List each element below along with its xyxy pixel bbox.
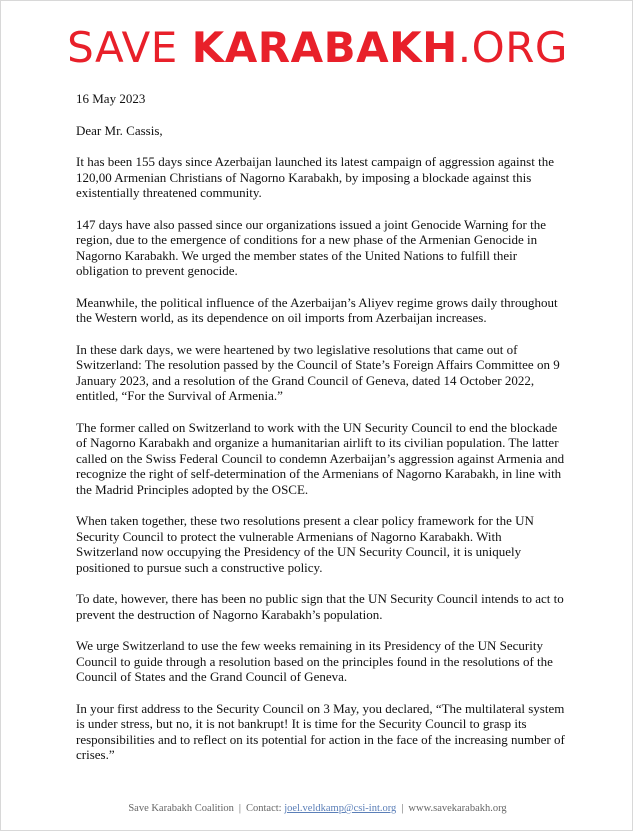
footer-contact-label: Contact:: [245, 803, 282, 814]
letter-paragraph: In your first address to the Security Council on 3 May, you declared, “The multilateral system is under stress, but no, it is not bankrupt! It is time for the Security Council to grasp its responsibilities and to reflect on its potential for action in the face of the increasing number of crises.”: [76, 700, 565, 762]
letter-body: [76, 91, 566, 779]
letter-paragraph: Meanwhile, the political influence of the Azerbaijan’s Aliyev regime grows daily throughout the Western world, as its dependence on oil imports from Azerbaijan increases.: [76, 294, 558, 325]
footer-email-link[interactable]: joel.veldkamp@csi-int.org: [284, 803, 397, 814]
footer-org: Save Karabakh Coalition: [128, 803, 234, 814]
letter-paragraph: To date, however, there has been no public sign that the UN Security Council intends to act to prevent the destruction of Nagorno Karabakh’s population.: [76, 591, 564, 622]
letter-paragraph: When taken together, these two resolutions present a clear policy framework for the UN Security Council to protect the vulnerable Armenians of Nagorno Karabakh. With Switzerland now occupying the Presidency of the UN Security Council, it is uniquely positioned to pursue such a constructive policy.: [76, 513, 534, 575]
letter-paragraph: We urge Switzerland to use the few weeks remaining in its Presidency of the UN Security Council to guide through a resolution based on the principles found in the resolutions of the Council of States and the Grand Council of Geneva.: [76, 638, 553, 684]
footer-separator: |: [238, 803, 241, 814]
letter-salutation: Dear Mr. Cassis,: [76, 122, 163, 138]
footer: [1, 803, 633, 814]
letter-date: 16 May 2023: [76, 91, 146, 106]
footer-separator: |: [401, 803, 404, 814]
letter-paragraph: The former called on Switzerland to work with the UN Security Council to end the blockade of Nagorno Karabakh and organize a humanitarian airlift to its civilian population. The latter called on the Swiss Federal Council to condemn Azerbaijan’s aggression against Armenia and recognize the right of self-determination of the Armenians of Nagorno Karabakh, in line with the Madrid Principles adopted by the OSCE.: [76, 419, 565, 497]
letter-paragraph: In these dark days, we were heartened by two legislative resolutions that came out of Switzerland: The resolution passed by the Council of State’s Foreign Affairs Committee on 9 January 2023, and a resolution of the Grand Council of Geneva, dated 14 October 2022, entitled, “For the Survival of Armenia.”: [76, 341, 560, 403]
letter-paragraph: It has been 155 days since Azerbaijan launched its latest campaign of aggression against the 120,00 Armenian Christians of Nagorno Karabakh, by imposing a blockade against this existentially threatened community.: [76, 154, 554, 200]
logo-save: SAVE: [67, 23, 192, 72]
logo: [1, 23, 633, 73]
logo-karabakh: KARABAKH: [191, 23, 458, 72]
logo-org: .ORG: [457, 23, 568, 72]
letter-paragraph: 147 days have also passed since our organizations issued a joint Genocide Warning for the region, due to the emergence of conditions for a new phase of the Armenian Genocide in Nagorno Karabakh. We urged the member states of the United Nations to fulfill their obligation to prevent genocide.: [76, 216, 546, 278]
footer-website[interactable]: www.savekarabakh.org: [408, 803, 507, 814]
